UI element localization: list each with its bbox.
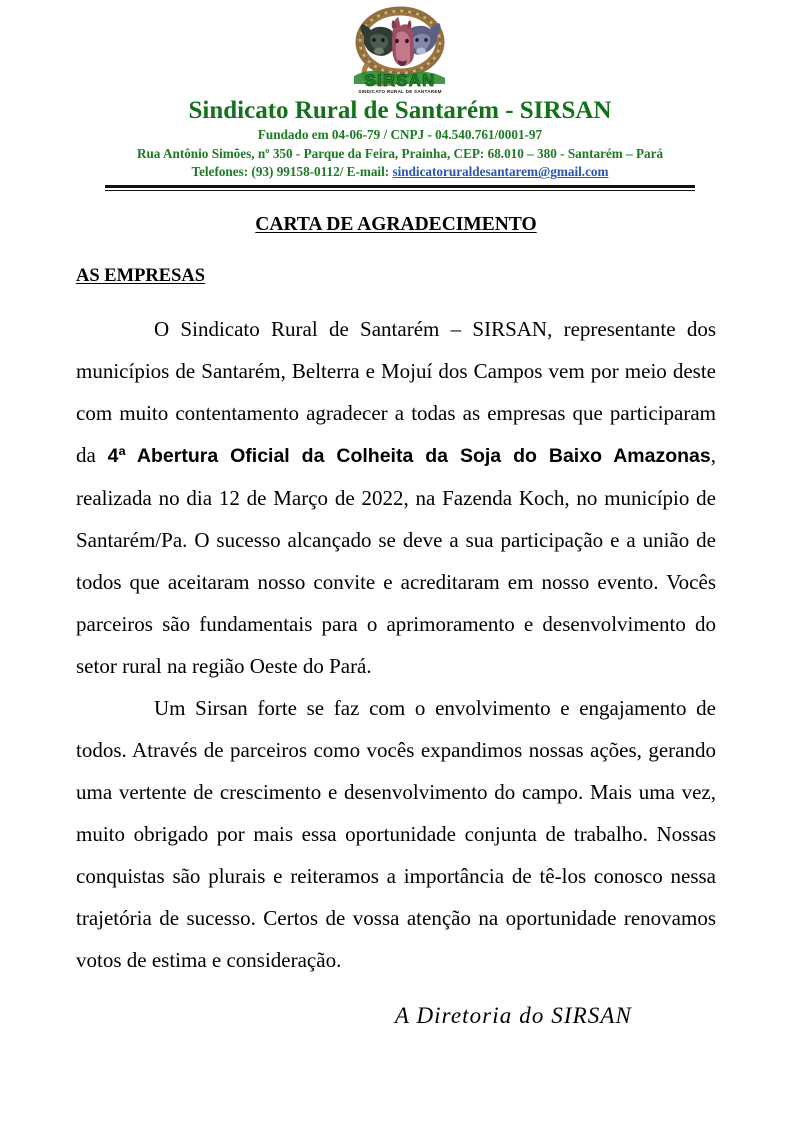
svg-text:SINDICATO RURAL DE SANTAREM: SINDICATO RURAL DE SANTAREM xyxy=(358,89,442,94)
founded-cnpj-line: Fundado em 04-06-79 / CNPJ - 04.540.761/0001-97 xyxy=(257,127,543,142)
page-title-text: CARTA DE AGRADECIMENTO xyxy=(255,214,537,236)
phone-text: Telefones: (93) 99158-0112/ E-mail: xyxy=(191,164,393,180)
page-title xyxy=(76,213,716,236)
email-link[interactable]: sindicatoruraldesantarem@gmail.com xyxy=(392,164,609,180)
letterhead xyxy=(0,0,800,191)
letterhead-divider xyxy=(105,185,695,191)
address-line: Rua Antônio Simões, nº 350 - Parque da Feira, Prainha, CEP: 68.010 – 380 - Santarém – Pará xyxy=(136,145,664,161)
addressee-text: AS EMPRESAS xyxy=(76,265,206,286)
paragraph-1-part-a: O Sindicato Rural de Santarém – SIRSAN, representante dos municípios de Santarém, Belterra e Mojuí dos Campos vem por meio deste com muito contentamento agradecer a todas as empresas que participaram da xyxy=(76,316,716,467)
paragraph-2: Um Sirsan forte se faz com o envolvimento e engajamento de todos. Através de parceiros como vocês expandimos nossas ações, gerando uma vertente de crescimento e desenvolvimento do campo. Mais uma vez, muito obrigado por mais essa oportunidade conjunta de trabalho. Nossas conquistas são plurais e reiteramos a importância de tê-los conosco nessa trajetória de sucesso. Certos de vossa atenção na oportunidade renovamos votos de estima e consideração. xyxy=(76,695,716,972)
svg-text:SIRSAN: SIRSAN xyxy=(364,71,436,90)
signature-line: A Diretoria do SIRSAN xyxy=(394,1002,632,1028)
addressee xyxy=(76,265,716,287)
sirsan-rope-livestock-logo-icon xyxy=(340,6,460,94)
event-name-bold: 4ª Abertura Oficial da Colheita da Soja do Baixo Amazonas xyxy=(107,444,711,467)
organization-name: Sindicato Rural de Santarém - SIRSAN xyxy=(188,97,612,124)
contact-line xyxy=(0,163,800,182)
paragraph-1 xyxy=(76,308,716,687)
paragraph-1-part-b: , realizada no dia 12 de Março de 2022, na Fazenda Koch, no município de Santarém/Pa. O sucesso alcançado se deve a sua participação e a união de todos que aceitaram nosso convite e acreditaram em nosso evento. Vocês parceiros são fundamentais para o aprimoramento e desenvolvimento do setor rural na região Oeste do Pará. xyxy=(76,442,716,678)
sirsan-logo xyxy=(340,6,460,94)
document-body xyxy=(0,213,800,1030)
